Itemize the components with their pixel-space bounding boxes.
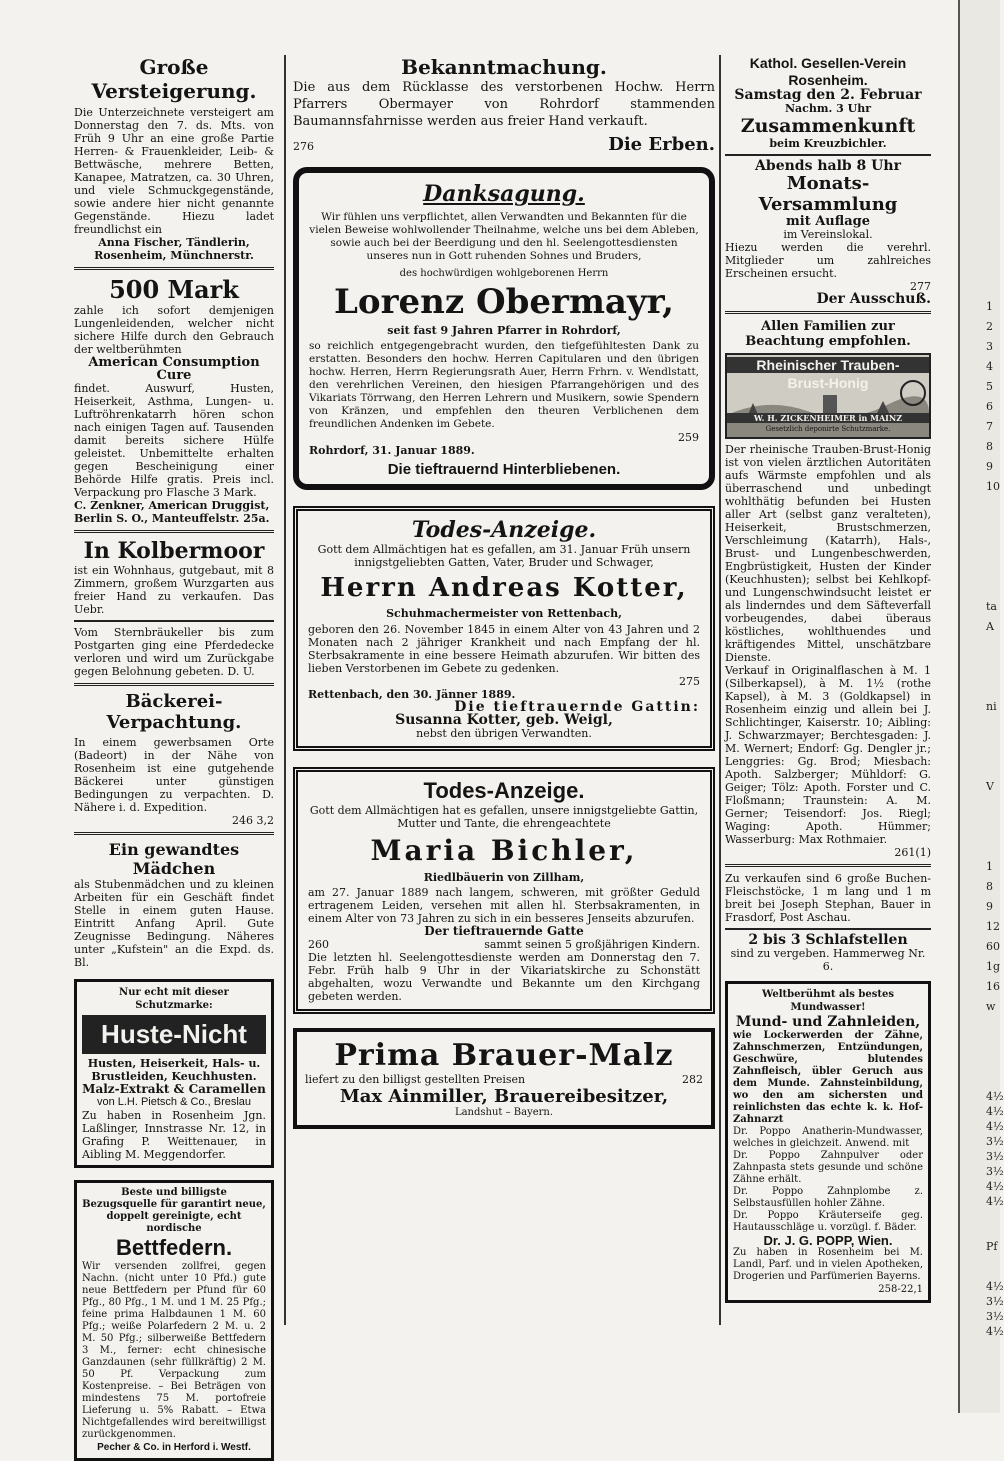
notice-signer: Die Erben. (608, 134, 715, 155)
banner-note: Gesetzlich deponirte Schutzmarke. (765, 425, 891, 433)
notice-ref: 276 (293, 140, 314, 153)
signer-sub: nebst den übrigen Verwandten. (416, 727, 592, 740)
notice-title: Todes-Anzeige. (411, 517, 597, 543)
ad-body: In einem gewerbsamen Orte (Badeort) in der Nähe von Rosenheim ist eine gutgehende Bäckerei unter günstigen Bedingungen zu verpachten. D. Nähere i. d. Expedition. (74, 736, 274, 814)
event-date: Samstag den 2. Februar (734, 87, 922, 103)
deceased-name: Lorenz Obermayr, (334, 282, 674, 322)
ad-sellers: Zu haben in Rosenheim bei M. Landl, Parf. und in vielen Apotheken, Drogerien und Parfümerien Bayerns. (733, 1247, 923, 1282)
column-middle (293, 55, 715, 1129)
notice-ref: 275 (679, 675, 700, 688)
ad-maedchen (74, 840, 274, 969)
notice-ref: 259 (678, 431, 699, 444)
ad-title: 500 Mark (109, 275, 239, 304)
notice-todes-anzeige-kotter (293, 506, 715, 751)
next-page-fragment: 3½ (986, 1135, 1004, 1148)
ad-baeckerei (74, 691, 274, 827)
product-4: Dr. Poppo Kräuterseife geg. Hautausschläge u. vorzügl. f. Bäder. (733, 1210, 923, 1233)
ad-place: Landshut – Bayern. (454, 1107, 554, 1118)
next-page-fragment: 1 (986, 300, 993, 313)
event-place: beim Kreuzbichler. (769, 137, 887, 150)
notice-title: Danksagung. (423, 181, 585, 207)
ad-body: Wir versenden zollfrei, gegen Nachn. (nicht unter 10 Pfd.) gute neue Bettfedern per Pfund für 60 Pfg., 80 Pfg., 1 M. und 1 M. 25 Pfg.; feine prima Halbdaunen 1 M. 60 Pfg.; weiße Polarfedern 2 M. u. 2 M. 50 Pfg.; silberweiße Bettfedern 3 M., ferner: echt chinesische Ganzdaunen (sehr füllkräftig) 2 M. 50 Pf. Verpackung zum Kostenpreise. – Bei Beträgen von mindestens 75 M. portofreie Lieferung u. 5% Rabatt. – Etwa Nichtgefallendes wird bereitwilligst zurückgenommen. (82, 1261, 266, 1440)
ad-line2: Malz-Extrakt & Caramellen (82, 1082, 266, 1096)
ad-body-2: Verkauf in Originalflaschen à M. 1 (Silberkapsel), à M. 1½ (rothe Kapsel), à M. 3 (Goldkapsel) in Rosenheim einzig und allein bei J. Schlichtinger, Kaiserstr. 10; Aibling: J. Schwarzmayer; Berchtesgaden: J. M. Wernert; Endorf: Gg. Dengler jr.; Lenggries: Gg. Brod; Miesbach: Apoth. Salzberger; Mühldorf: G. Geiger; Tölz: Apoth. Forster und C. Floßmann; Traunstein: A. M. Gerner; Teisendorf: Jos. Riegl; Waging: Apoth. Hümmer; Wasserburg: Max Rothmaier. (725, 664, 931, 846)
next-page-fragment: 3½ (986, 1165, 1004, 1178)
divider (74, 620, 274, 622)
ad-signer: Max Ainmiller, Brauereibesitzer, (339, 1086, 669, 1107)
ad-500-mark (74, 275, 274, 525)
divider (725, 311, 931, 314)
page-fold-line (958, 0, 960, 1413)
notice-body: Wir fühlen uns verpflichtet, allen Verwandten und Bekannten für die vielen Beweise wohlwollender Theilnahme, welche uns bei dem Ableben, sowie auch bei der Beerdigung und den hl. Seelengottesdiensten unseres nun in Gott ruhenden Sohnes und Bruders, (309, 211, 699, 262)
next-page-fragment: 10 (986, 480, 1000, 493)
deceased-role: Riedlbäuerin von Zillham, (423, 871, 585, 884)
ad-body: Die Unterzeichnete versteigert am Donnerstag den 7. ds. Mts. von Früh 9 Uhr an eine große Partie Herren- & Frauenkleider, Leib- & Bettwäsche, mehrere Betten, Kanapee, Matratzen, ca. 30 Uhren, und viele Schmuckgegenstände, sowie andere hier nicht genannte Gegenstände. Hiezu ladet freundlichst ein (74, 106, 274, 236)
ad-body: liefert zu den billigst gestellten Preisen (305, 1073, 526, 1086)
product-name: American Consumption Cure (88, 355, 260, 383)
ad-schlafstellen (725, 934, 931, 973)
divider (74, 530, 274, 533)
deceased-role: seit fast 9 Jahren Pfarrer in Rohrdorf, (387, 324, 621, 337)
ad-body: ist ein Wohnhaus, gutgebaut, mit 8 Zimmern, großem Wurzgarten aus freier Hand zu verkaufen. Das Uebr. (74, 564, 274, 616)
deceased-name: Herrn Andreas Kotter, (320, 573, 688, 603)
notice-signer: Die tieftrauernd Hinterbliebenen. (387, 461, 621, 478)
ad-versteigerung (74, 55, 274, 262)
ad-sellers: Zu haben in Rosenheim Jgn. Laßlinger, Innstrasse Nr. 12, in Grafing P. Weittenauer, in Aibling M. Meggendorfer. (82, 1109, 266, 1161)
event-sub-2: mit Auflage (786, 214, 870, 229)
next-page-fragment: 60 (986, 940, 1000, 953)
event-place-2: im Vereinslokal. (783, 228, 873, 241)
notice-title: Bekanntmachung. (401, 55, 607, 79)
column-right (725, 55, 931, 1303)
ad-address: Rosenheim, Münchnerstr. (94, 249, 254, 262)
ad-title: Bettfedern. (115, 1235, 233, 1260)
next-page-fragment: 9 (986, 460, 993, 473)
next-page-fragment: w (986, 1000, 996, 1013)
notice-todes-anzeige-bichler (293, 767, 715, 1014)
divider (725, 928, 931, 930)
notice-intro: Gott dem Allmächtigen hat es gefallen, am 31. Januar Früh unsern innigstgeliebten Gatten, Vater, Bruder und Schwager, (317, 543, 691, 569)
ad-huste-nicht (74, 979, 274, 1168)
product-3: Dr. Poppo Zahnplombe z. Selbstausfüllen hohler Zähne. (733, 1186, 923, 1209)
next-page-fragment: 1g (986, 960, 1001, 973)
next-page-fragment: ni (986, 700, 997, 713)
notice-sub: des hochwürdigen wohlgeborenen Herrn (399, 268, 609, 279)
next-page-fragment: 7 (986, 420, 993, 433)
next-page-fragment: Pf (986, 1240, 998, 1253)
next-page-fragment: 9 (986, 900, 993, 913)
ad-ref: 277 (910, 280, 931, 293)
ad-maker: Pecher & Co. in Herford i. Westf. (97, 1442, 251, 1453)
notice-body-2: so reichlich entgegengebracht wurden, den tiefgefühltesten Dank zu erstatten. Besonders den hochw. Herren Capitularen und den übrigen hochw. Herren, Herrn Regierungsrath Auer, Herrn Frhrn. v. Wendlstatt, den verehrlichen Vereinen, den hiesigen Pfarrangehörigen und des Vikariats Törrwang, den Herren Lehrern und Musikern, sowie Spendern von Kränzen, und empfehlen den theuren Verblichenen dem freundlichen Andenken im Gebete. (309, 340, 699, 430)
ad-body: Der rheinische Trauben-Brust-Honig ist von vielen ärztlichen Autoritäten aufs Wärmste empfohlen und als überraschend und unbedingt wohlthätig befunden bei Husten aller Art (selbst ganz veralteten), Heiserkeit, Brustschmerzen, Verschleimung (Katarrh), Hals-, Brust- und Lungenbeschwerden, Engbrüstigkeit, Husten der Kinder (Keuchhusten); selbst bei Kehlkopf- und Lungenschwindsucht leistet er als linderndes und dem Säfteverfall vorbeugendes, dabei überaus köstliches, wohlthuendes und kräftigendes Mittel, unschätzbare Dienste. (725, 443, 931, 664)
ad-title: 2 bis 3 Schlafstellen (748, 932, 908, 948)
divider (725, 864, 931, 867)
ad-buchen-fleischstoecke: Zu verkaufen sind 6 große Buchen-Fleischstöcke, 1 m lang und 1 m breit bei Joseph Stephan, Bauer in Frasdorf, Post Aschau. (725, 872, 931, 924)
notice-body: Die aus dem Rücklasse des verstorbenen Hochw. Herrn Pfarrers Obermayer von Rohrdorf stammenden Baumannsfahrnisse werden aus freier Hand verkauft. (293, 80, 715, 129)
ad-ref: 258-22,1 (878, 1284, 923, 1295)
next-page-fragment: 5 (986, 380, 993, 393)
column-left (74, 55, 274, 1461)
ad-ref: 261(1) (894, 846, 931, 859)
product-1: Dr. Poppo Anatherin-Mundwasser, welches in gleichzeit. Anwend. mit (733, 1126, 923, 1149)
ad-title: Große Versteigerung. (91, 55, 257, 103)
next-page-fragment: 3½ (986, 1295, 1004, 1308)
ad-maker: von L.H. Pietsch & Co., Breslau (96, 1096, 252, 1108)
ad-ref: 246 3,2 (232, 814, 274, 827)
ad-popp-mundwasser (725, 981, 931, 1303)
next-page-fragment: 4 (986, 360, 993, 373)
banner-maker: W. H. ZICKENHEIMER in MAINZ (727, 413, 929, 423)
signer-sub: sammt seinen 5 großjährigen Kindern. (484, 938, 700, 951)
divider (725, 154, 931, 156)
signer-name: Susanna Kotter, geb. Weigl, (395, 712, 613, 728)
next-page-fragment: 3½ (986, 1150, 1004, 1163)
next-page-fragment: 4½ (986, 1180, 1004, 1193)
notice-title: Todes-Anzeige. (423, 778, 585, 803)
ad-title: Bäckerei-Verpachtung. (106, 691, 242, 733)
ad-body-2: findet. Auswurf, Husten, Heiserkeit, Asthma, Lungen- u. Luftröhrenkatarrh hören schon nach einigen Tagen auf. Tausenden damit bereits sichere Hülfe geleistet. Unbemittelte erhalten gegen Bescheinigung einer Behörde Hilfe gratis. Preis incl. Verpackung pro Flasche 3 Mark. (74, 382, 274, 499)
next-page-fragment: 6 (986, 400, 993, 413)
event-time: Nachm. 3 Uhr (784, 102, 872, 115)
notice-place: Rohrdorf, 31. Januar 1889. (309, 444, 475, 457)
ad-maker: Dr. J. G. POPP, Wien. (763, 1233, 893, 1248)
next-page-fragment: 4½ (986, 1195, 1004, 1208)
deceased-name: Maria Bichler, (370, 834, 638, 867)
ad-title: Mund- und Zahnleiden, (735, 1014, 921, 1030)
next-page-fragment: 4½ (986, 1105, 1004, 1118)
divider (74, 832, 274, 835)
notice-body-2: Die letzten hl. Seelengottesdienste werden am Donnerstag den 7. Febr. Früh halb 9 Uhr in der Vikariatskirche zu Schonstätt abgehalten, wozu Verwandte und Bekannte um den Kirchgang gebeten werden. (308, 951, 700, 1003)
ad-signer: C. Zenkner, American Druggist, (74, 499, 270, 512)
ad-body: zahle ich sofort demjenigen Lungenleidenden, welcher nicht sichere Hilfe durch den Gebrauch der weltberühmten (74, 304, 274, 356)
ad-bettfedern (74, 1180, 274, 1461)
next-page-fragment: 2 (986, 320, 993, 333)
ad-lost-blanket: Vom Sternbräukeller bis zum Postgarten ging eine Pferdedecke verloren und wird um Zurückgabe gegen Belohnung gebeten. D. U. (74, 626, 274, 678)
ad-body: sind zu vergeben. Hammerweg Nr. 6. (730, 947, 926, 973)
brand-logo: Huste-Nicht (82, 1015, 266, 1054)
ad-title: Prima Brauer-Malz (334, 1038, 674, 1073)
notice-signer: Die tieftrauernde Gattin: (454, 699, 700, 715)
ad-ref: 282 (682, 1073, 703, 1086)
ad-top: Beste und billigste Bezugsquelle für garantirt neue, doppelt gereinigte, echt nordische (82, 1187, 266, 1234)
ad-trauben-brust-honig (725, 319, 931, 859)
banner-mid: Brust-Honig (787, 375, 869, 391)
notice-body: am 27. Januar 1889 nach langem, schweren, mit größter Geduld ertragenem Leiden, versehen mit allen hl. Sterbsakramenten, in einem Alter von 73 Jahren zu sich in ein besseres Jenseits abzurufen. (308, 886, 700, 925)
product-2: Dr. Poppo Zahnpulver oder Zahnpasta stets gesunde und schöne Zähne erhält. (733, 1150, 923, 1185)
ad-title: Allen Familien zur Beachtung empfohlen. (745, 319, 911, 349)
ad-top: Nur echt mit dieser Schutzmarke: (119, 987, 229, 1011)
ad-brauer-malz (293, 1028, 715, 1129)
ad-body: Hiezu werden die verehrl. Mitglieder um zahlreiches Erscheinen ersucht. (725, 241, 931, 280)
next-page-fragment: ta (986, 600, 997, 613)
notice-place: Rettenbach, den 30. Jänner 1889. (308, 688, 516, 701)
event-name: Zusammenkunft (740, 115, 916, 137)
ad-address: Berlin S. O., Manteuffelstr. 25a. (74, 512, 270, 525)
divider (74, 683, 274, 686)
next-page-fragment: 3 (986, 340, 993, 353)
event-name-2: Monats-Versammlung (758, 173, 898, 215)
divider (74, 267, 274, 270)
next-page-fragment: 12 (986, 920, 1000, 933)
notice-body: geboren den 26. November 1845 in einem Alter von 43 Jahren und 2 Monaten nach 2 jähriger Krankheit und nach Empfang der hl. Sterbsakramente in eine bessere Heimath abzurufen. Wir bitten des lieben Verstorbenen im Gebete zu gedenken. (308, 623, 700, 675)
ad-title: In Kolbermoor (83, 538, 265, 564)
next-page-fragment: 4½ (986, 1120, 1004, 1133)
next-page-fragment: 4½ (986, 1090, 1004, 1103)
ad-body: Husten, Heiserkeit, Hals- u. Brustleiden, Keuchhusten. (87, 1057, 261, 1083)
next-page-fragment: A (986, 620, 994, 633)
ad-signer: Der Ausschuß. (816, 291, 931, 307)
ad-signer: Anna Fischer, Tändlerin, (98, 236, 250, 249)
next-page-fragment: 8 (986, 440, 993, 453)
ad-body: wie Lockerwerden der Zähne, Zahnschmerzen, Entzündungen, Geschwüre, blutendes Zahnfleisch, übler Geruch aus dem Munde. Zahnsteinbildung, wo den am sichersten und reinlichsten das echte k. k. Hof-Zahnarzt (733, 1030, 923, 1125)
ad-body: als Stubenmädchen und zu kleinen Arbeiten für ein Geschäft findet Stelle in einem guten Hause. Eintritt Anfang April. Gute Zeugnisse Bedingung. Näheres unter „Kufstein" an die Expd. ds. Bl. (74, 878, 274, 969)
ad-gesellen-verein (725, 55, 931, 306)
notice-signer: Der tieftrauernde Gatte (424, 924, 584, 938)
event-time-2: Abends halb 8 Uhr (755, 158, 901, 174)
notice-ref: 260 (308, 938, 329, 951)
notice-danksagung (293, 167, 715, 490)
column-rule (284, 55, 286, 1325)
ad-kolbermoor (74, 538, 274, 616)
deceased-role: Schuhmachermeister von Rettenbach, (386, 607, 622, 620)
next-page-fragment: 3½ (986, 1310, 1004, 1323)
ad-title: Kathol. Gesellen-Verein Rosenheim. (749, 55, 907, 88)
next-page-fragment: 16 (986, 980, 1000, 993)
trademark-illustration (725, 353, 931, 439)
banner-top: Rheinischer Trauben- (727, 357, 929, 373)
next-page-fragment: V (986, 780, 994, 793)
next-page-fragment: 8 (986, 880, 993, 893)
next-page-fragment: 4½ (986, 1280, 1004, 1293)
ad-top: Weltberühmt als bestes Mundwasser! (761, 989, 895, 1013)
ad-title: Ein gewandtes Mädchen (108, 840, 240, 878)
notice-bekanntmachung (293, 55, 715, 155)
notice-intro: Gott dem Allmächtigen hat es gefallen, unsere innigstgeliebte Gattin, Mutter und Tante, die ehrengeachtete (309, 804, 699, 830)
column-rule (719, 55, 721, 1325)
next-page-fragment: 4½ (986, 1325, 1004, 1338)
next-page-fragment: 1 (986, 860, 993, 873)
